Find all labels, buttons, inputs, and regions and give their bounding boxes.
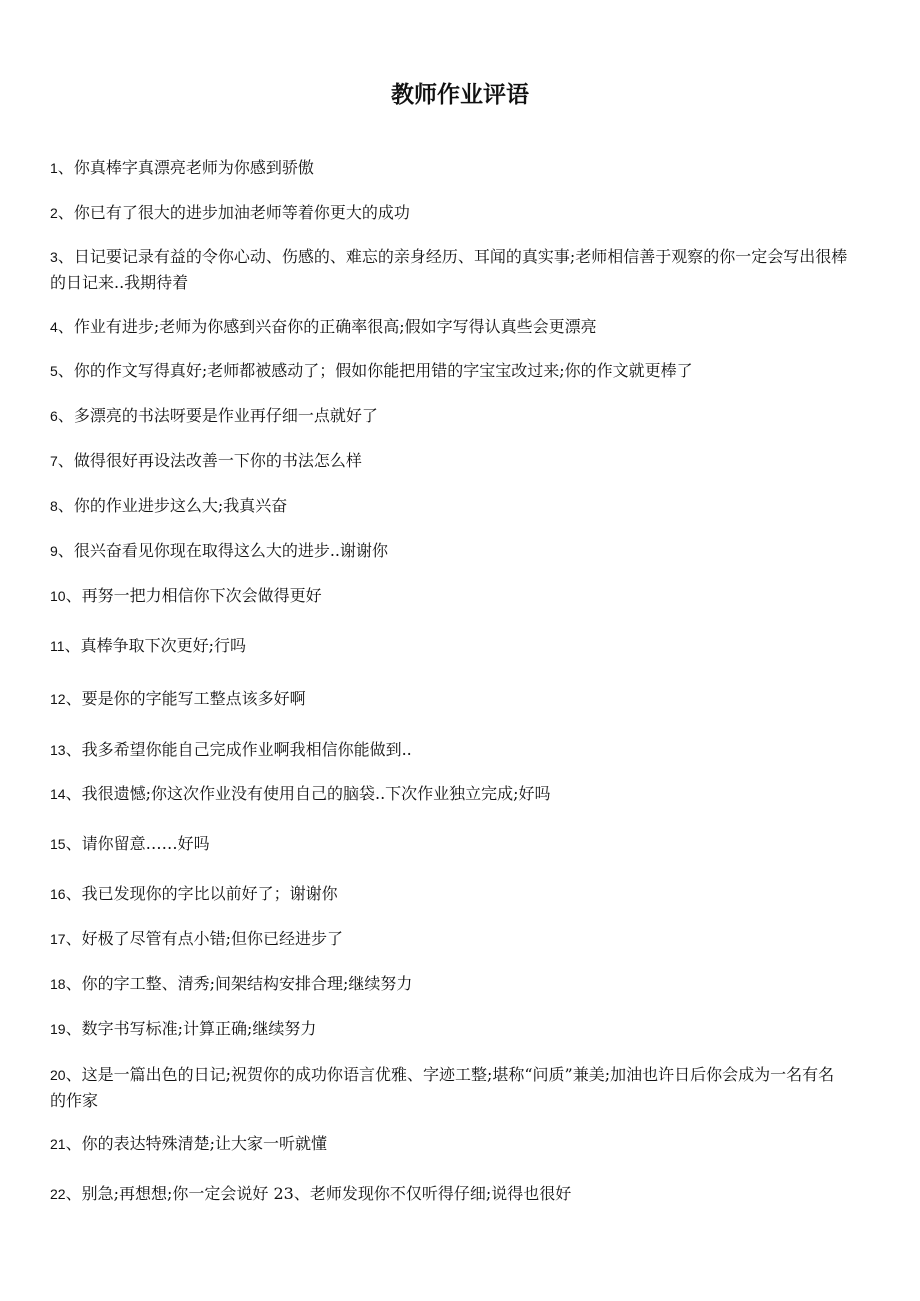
item-number: 5 [50, 363, 58, 379]
item-number: 22 [50, 1186, 66, 1202]
item-text: 数字书写标准;计算正确;继续努力 [81, 1019, 317, 1038]
item-text: 再努一把力相信你下次会做得更好 [81, 586, 322, 605]
comment-item-1: 1、你真棒字真漂亮老师为你感到骄傲 [50, 158, 314, 177]
comment-item-5: 5、你的作文写得真好;老师都被感动了；假如你能把用错的字宝宝改过来;你的作文就更棒了 [50, 361, 693, 380]
item-text: 日记要记录有益的令你心动、伤感的、难忘的亲身经历、耳闻的真实事;老师相信善于观察的你一定会写出很棒的日记来..我期待着 [50, 247, 848, 292]
item-text: 要是你的字能写工整点该多好啊 [81, 689, 306, 708]
item-number: 2 [50, 205, 58, 221]
item-number: 12 [50, 691, 66, 707]
document-title: 教师作业评语 [391, 82, 529, 108]
comment-item-10: 10、再努一把力相信你下次会做得更好 [50, 586, 322, 605]
item-number: 6 [50, 408, 58, 424]
item-text: 你的表达特殊清楚;让大家一听就懂 [81, 1134, 327, 1153]
item-number: 16 [50, 886, 66, 902]
comment-item-16: 16、我已发现你的字比以前好了；谢谢你 [50, 884, 338, 903]
item-text: 做得很好再设法改善一下你的书法怎么样 [73, 451, 362, 470]
item-number: 7 [50, 453, 58, 469]
item-number: 19 [50, 1021, 66, 1037]
item-number: 4 [50, 319, 58, 335]
comment-item-19: 19、数字书写标准;计算正确;继续努力 [50, 1019, 317, 1038]
item-number: 10 [50, 588, 66, 604]
item-text: 多漂亮的书法呀要是作业再仔细一点就好了 [73, 406, 378, 425]
item-text: 你真棒字真漂亮老师为你感到骄傲 [73, 158, 314, 177]
item-text: 你的作业进步这么大;我真兴奋 [73, 496, 288, 515]
item-number: 14 [50, 786, 66, 802]
item-text: 作业有进步;老师为你感到兴奋你的正确率很高;假如字写得认真些会更漂亮 [73, 317, 597, 336]
item-number: 20 [50, 1067, 66, 1083]
comment-item-20: 20、这是一篇出色的日记;祝贺你的成功你语言优雅、字迹工整;堪称“问质”兼美;加油也许日后你会成为一名有名的作家 [50, 1065, 835, 1110]
item-text: 真棒争取下次更好;行吗 [80, 636, 246, 655]
item-text: 我很遗憾;你这次作业没有使用自己的脑袋..下次作业独立完成;好吗 [81, 784, 551, 803]
item-number: 9 [50, 543, 58, 559]
comment-item-17: 17、好极了尽管有点小错;但你已经进步了 [50, 929, 343, 948]
item-number: 1 [50, 160, 58, 176]
comment-item-22: 22、别急;再想想;你一定会说好 23、老师发现你不仅听得仔细;说得也很好 [50, 1184, 572, 1203]
item-text: 请你留意……好吗 [81, 834, 210, 853]
item-number: 11 [50, 638, 65, 654]
comment-item-8: 8、你的作业进步这么大;我真兴奋 [50, 496, 288, 515]
comment-item-14: 14、我很遗憾;你这次作业没有使用自己的脑袋..下次作业独立完成;好吗 [50, 784, 551, 803]
item-text: 好极了尽管有点小错;但你已经进步了 [81, 929, 343, 948]
item-number: 8 [50, 498, 58, 514]
comment-item-11: 11、真棒争取下次更好;行吗 [50, 636, 246, 655]
comment-item-4: 4、作业有进步;老师为你感到兴奋你的正确率很高;假如字写得认真些会更漂亮 [50, 317, 597, 336]
item-text: 我已发现你的字比以前好了；谢谢你 [81, 884, 338, 903]
item-text: 很兴奋看见你现在取得这么大的进步..谢谢你 [73, 541, 388, 560]
comment-item-9: 9、很兴奋看见你现在取得这么大的进步..谢谢你 [50, 541, 388, 560]
item-number: 21 [50, 1136, 66, 1152]
item-number: 15 [50, 836, 66, 852]
comment-item-2: 2、你已有了很大的进步加油老师等着你更大的成功 [50, 203, 410, 222]
item-text: 你已有了很大的进步加油老师等着你更大的成功 [73, 203, 410, 222]
item-number: 18 [50, 976, 66, 992]
comment-item-13: 13、我多希望你能自己完成作业啊我相信你能做到.. [50, 740, 412, 759]
comment-item-7: 7、做得很好再设法改善一下你的书法怎么样 [50, 451, 362, 470]
item-text: 我多希望你能自己完成作业啊我相信你能做到.. [81, 740, 412, 759]
item-text: 这是一篇出色的日记;祝贺你的成功你语言优雅、字迹工整;堪称“问质”兼美;加油也许日后你会成为一名有名的作家 [50, 1065, 835, 1110]
comment-item-12: 12、要是你的字能写工整点该多好啊 [50, 689, 306, 708]
item-number: 3 [50, 249, 58, 265]
item-number: 13 [50, 742, 66, 758]
item-text: 你的字工整、清秀;间架结构安排合理;继续努力 [81, 974, 413, 993]
comment-item-21: 21、你的表达特殊清楚;让大家一听就懂 [50, 1134, 327, 1153]
comment-item-3: 3、日记要记录有益的令你心动、伤感的、难忘的亲身经历、耳闻的真实事;老师相信善于观察的你一定会写出很棒的日记来..我期待着 [50, 247, 848, 292]
comment-item-6: 6、多漂亮的书法呀要是作业再仔细一点就好了 [50, 406, 378, 425]
item-number: 17 [50, 931, 66, 947]
comment-item-15: 15、请你留意……好吗 [50, 834, 210, 853]
item-text: 你的作文写得真好;老师都被感动了；假如你能把用错的字宝宝改过来;你的作文就更棒了 [73, 361, 693, 380]
comment-item-18: 18、你的字工整、清秀;间架结构安排合理;继续努力 [50, 974, 413, 993]
item-text: 别急;再想想;你一定会说好 23、老师发现你不仅听得仔细;说得也很好 [81, 1184, 572, 1203]
